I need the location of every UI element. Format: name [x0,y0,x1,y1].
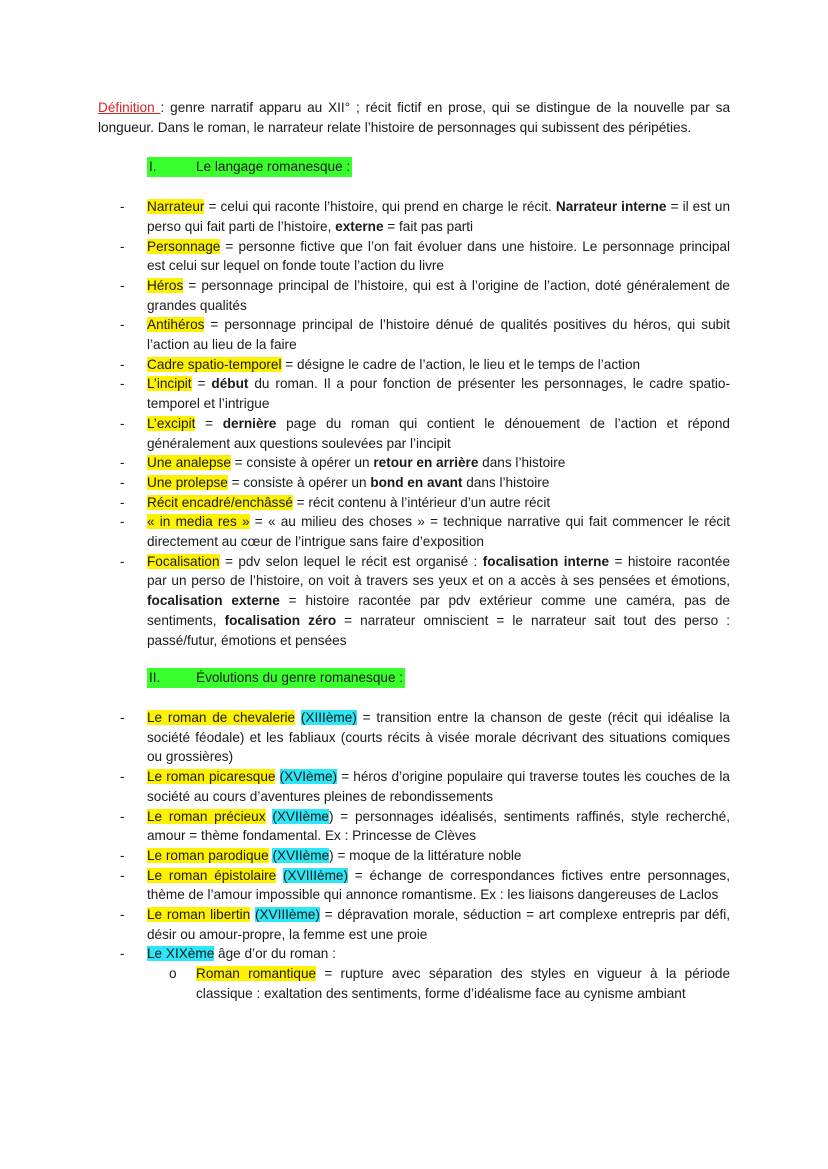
list-item-recit-encadre [147,493,730,513]
term-precieux: Le roman précieux [147,808,266,824]
list-item-libertin [147,905,730,944]
list-item-personnage [147,237,730,276]
item-text: du roman. Il a pour fonction de présenter les personnages, le cadre spatio-temporel et l’intrigue [147,376,730,412]
list-item-incipit [147,374,730,413]
item-bold: début [211,376,249,392]
section-number-1: I. [149,159,157,175]
list-item-prolepse [147,473,730,493]
item-text: = échange de correspondances fictives entre personnages, thème de l’amour impossible qui annonce romantisme. Ex : les liaisons dangereuses de Laclos [147,867,730,903]
item-text: = consiste à opérer un [230,455,374,471]
item-text: dans l’histoire [478,455,566,471]
term-personnage: Personnage [147,238,221,254]
century-badge: (XVIème) [279,769,338,785]
item-text: = pdv selon lequel le récit est organisé : [219,553,483,569]
item-bold: externe [335,218,384,234]
item-text: = dépravation morale, séduction = art complexe entrepris par défi, désir ou amour-propre, la femme est une proie [147,907,731,942]
definition-label: Définition [98,100,161,115]
item-gap [276,868,283,883]
section-heading-2 [147,668,730,688]
item-text: = [191,376,212,392]
century-badge: (XVIIème [272,847,330,863]
item-text: = récit contenu à l’intérieur d’un autre récit [292,494,551,510]
list-item-cadre [147,355,730,375]
list-item-heros [147,276,730,315]
list-item-epistolaire [147,866,730,905]
term-antiheros: Antihéros [147,317,205,333]
item-text: = narrateur omniscient = le narrateur sait tout des perso : passé/futur, émotions et pensées [147,612,730,648]
item-text: = transition entre la chanson de geste (récit qui idéalise la société féodale) et les fabliaux (courts récits à visée morale décrivant des situations comiques ou grossières) [147,709,730,765]
item-text: ) = personnages idéalisés, sentiments raffinés, style recherché, amour = thème fondamental. Ex : Princesse de Clèves [147,808,731,844]
term-analepse: Une analepse [147,455,231,471]
item-text: = fait pas parti [383,218,474,234]
item-text: = il est un perso qui fait parti de l’histoire, [147,199,731,234]
list-item-excipit [147,414,730,453]
item-text: = rupture avec séparation des styles en vigueur à la période classique : exaltation des sentiments, forme d’idéalisme face au cynisme ambiant [196,966,731,1001]
item-text: = personne fictive que l’on fait évoluer dans une histoire. Le personnage principal est celui sur lequel on fonde toute l’action du livre [147,238,730,274]
century-badge: (XIIIème) [300,709,357,725]
item-text: page du roman qui contient le dénouement de l’action et répond généralement aux questions soulevées par l’incipit [147,415,730,451]
term-libertin: Le roman libertin [147,907,251,923]
item-text: ) = moque de la littérature noble [329,847,522,863]
item-text: âge d’or du roman : [214,946,336,962]
item-text: = « au milieu des choses » = technique narrative qui fait commencer le récit directement au cœur de l’intrigue sans faire d’exposition [147,514,731,550]
item-text: = consiste à opérer un [227,474,371,490]
item-bold: focalisation interne [482,553,610,569]
list-item-chevalerie [147,708,730,767]
item-text: = héros d’origine populaire qui traverse toutes les couches de la société au cours d’aventures pleines de rebondissements [147,769,730,804]
definition-paragraph [98,98,730,137]
item-bold: bond en avant [370,474,463,490]
item-bold: focalisation externe [147,593,280,609]
item-gap [275,769,279,784]
term-excipit: L’excipit [147,415,196,431]
document-page [98,98,730,1004]
item-bold: Narrateur interne [555,199,667,215]
list-item-parodique [147,846,730,866]
section-heading-1 [147,157,730,177]
section2-list [98,708,730,1004]
list-item-antiheros [147,315,730,354]
item-bold: focalisation zéro [224,612,337,628]
item-text: = histoire racontée par un perso de l’histoire, on voit à travers ses yeux et on a accès à ses pensées et émotions, [147,553,731,589]
section1-list [98,197,730,650]
list-item-picaresque [147,767,730,806]
section-title-1: Le langage romanesque : [196,159,351,175]
list-item-focalisation [147,552,730,651]
section-number-2: II. [149,670,161,686]
term-picaresque: Le roman picaresque [147,769,276,785]
item-bold: retour en arrière [373,455,479,471]
term-cadre: Cadre spatio-temporel [147,356,282,372]
list-item-precieux [147,807,730,846]
item-text: = histoire racontée par pdv extérieur comme une caméra, pas de sentiments, [147,593,730,628]
definition-text: : genre narratif apparu au XII° ; récit fictif en prose, qui se distingue de la nouvelle par sa longueur. Dans le roman, le narrateur relate l’histoire de personnages qui subissent des péripéties. [98,100,730,135]
term-parodique: Le roman parodique [147,847,269,863]
item-text: dans l’histoire [462,474,550,490]
century-badge: (XVIIIème) [254,907,320,923]
term-xixeme: Le XIXème [147,946,215,962]
sub-list [147,964,730,1003]
sub-item-romantique [196,964,730,1003]
item-text: = désigne le cadre de l’action, le lieu et le temps de l’action [281,356,641,372]
item-bold: dernière [222,415,277,431]
term-focalisation: Focalisation [147,553,220,569]
term-heros: Héros [147,277,184,293]
term-prolepse: Une prolepse [147,474,228,490]
item-text: = personnage principal de l’histoire dénué de qualités positives du héros, qui subit l’action au lieu de la faire [147,317,730,353]
term-epistolaire: Le roman épistolaire [147,867,277,883]
list-item-in-media-res [147,512,730,551]
list-item-narrateur [147,197,730,236]
item-text: = [195,415,223,431]
term-incipit: L’incipit [147,376,192,392]
section-title-2: Évolutions du genre romanesque : [196,670,404,686]
item-text: = personnage principal de l’histoire, qui est à l’origine de l’action, doté généralement de grandes qualités [147,277,730,313]
century-badge: (XVIIème [272,808,329,824]
term-chevalerie: Le roman de chevalerie [147,709,296,725]
term-romantique: Roman romantique [196,966,317,982]
term-recit-encadre: Récit encadré/enchâssé [147,494,293,510]
list-item-analepse [147,453,730,473]
term-in-media-res: « in media res » [147,514,250,530]
term-narrateur: Narrateur [147,199,205,215]
century-badge: (XVIIIème) [283,867,348,883]
item-text: = celui qui raconte l’histoire, qui prend en charge le récit. [204,199,556,215]
list-item-xixeme [147,944,730,1003]
